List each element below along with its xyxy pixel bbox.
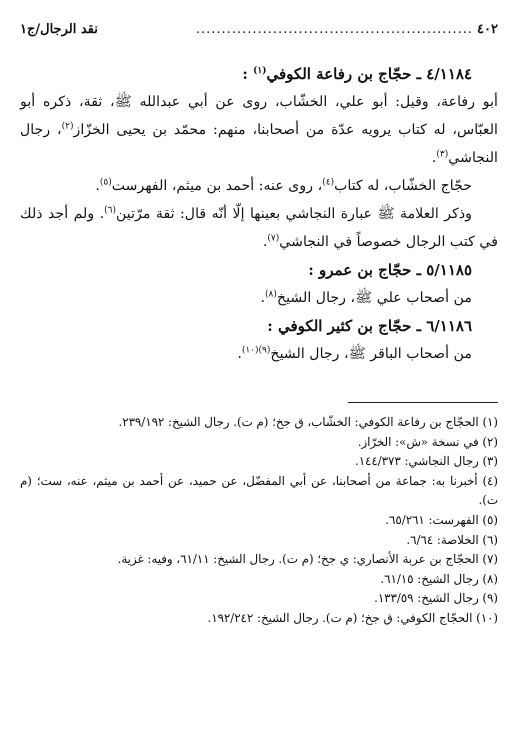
footnote: (٣) رجال النجاشي: ١٤٤/٣٧٣. xyxy=(354,454,498,469)
entry-paragraph: أبو رفاعة، وقيل: أبو علي، الخشّاب، روى عن أبي عبدالله ﷺ، ثقة، ذكره أبو العبّاس، له كتاب يرويه عدّة من أصحابنا، منهم: محمّد بن يحيى الخزّاز$^{(٢)}$، رجال النجاشي$^{(٣)}$. xyxy=(20,94,498,166)
footnote-ref: (٩)(١٠) xyxy=(241,345,271,356)
entry-paragraph: من أصحاب الباقر ﷺ، رجال الشيخ$^{(٩)(١٠)}$. xyxy=(237,345,472,362)
footnote-ref: (١) xyxy=(253,66,267,76)
footnote: (٤) أخبرنا به: جماعة من أصحابنا، عن أبي المفضّل، عن حميد، عن أحمد بن ميثم، عنه، ست؛ (م ت). xyxy=(20,473,498,508)
entry-title: ٥/١١٨٥ ـ حجّاج بن عمرو : xyxy=(308,261,472,279)
footnote-ref: (٣) xyxy=(436,149,449,160)
entry-paragraph: من أصحاب علي ﷺ، رجال الشيخ$^{(٨)}$. xyxy=(260,289,472,306)
footnote-ref: (٤) xyxy=(322,177,335,188)
footnote-divider xyxy=(348,402,498,403)
entry-title: ٤/١١٨٤ ـ حجّاج بن رفاعة الكوفي$^{(١)}$ : xyxy=(242,65,472,83)
entry-title: ٦/١١٨٦ ـ حجّاج بن كثير الكوفي : xyxy=(267,317,472,335)
footnote: (٩) رجال الشيخ: ١٣٣/٥٩. xyxy=(374,591,498,606)
entry-paragraph: حجّاج الخشّاب، له كتاب$^{(٤)}$، روى عنه: أحمد بن ميثم، الفهرست$^{(٥)}$. xyxy=(95,177,472,194)
entry-paragraph: وذكر العلامة ﷺ عبارة النجاشي بعينها إلّا أنّه قال: ثقة مرّتين$^{(٦)}$. ولم أجد ذلك في كتب الرجال خصوصاً في النجاشي$^{(٧)}$. xyxy=(20,205,498,250)
footnote-ref: (٨) xyxy=(265,289,277,300)
footnote-ref: (٦) xyxy=(104,205,116,216)
footnote: (١) الحجّاج بن رفاعة الكوفي: الخشّاب، ق جخ؛ (م ت). رجال الشيخ: ٢٣٩/١٩٢. xyxy=(118,415,498,429)
footnotes xyxy=(20,413,498,629)
footnote: (٦) الخلاصة: ٦/٦٤. xyxy=(406,532,498,547)
footnote: (٧) الحجّاج بن عربة الأنصاري: ي جخ؛ (م ت). رجال الشيخ: ٦١/١١، وفيه: غزية. xyxy=(117,552,498,567)
footnote-ref: (٢) xyxy=(61,121,74,132)
header-dots: ...................................................... xyxy=(195,22,474,37)
footnote: (٢) في نسخة «ش»: الخرّاز. xyxy=(357,434,498,449)
footnote-ref: (٥) xyxy=(99,177,112,188)
footnote-ref: (٧) xyxy=(267,233,280,244)
footnote: (٥) الفهرست: ٦٥/٢٦١. xyxy=(385,512,498,527)
running-title: نقد الرجال/ج١ xyxy=(20,22,98,37)
page xyxy=(20,22,498,629)
main-text xyxy=(20,60,498,368)
footnote: (١٠) الحجّاج الكوفي: ق جخ؛ (م ت). رجال الشيخ: ١٩٢/٢٤٢. xyxy=(207,610,498,625)
footnote: (٨) رجال الشيخ: ٦١/١٥. xyxy=(380,571,498,586)
page-number: ٤٠٢ xyxy=(477,22,498,37)
page-header xyxy=(20,22,498,40)
